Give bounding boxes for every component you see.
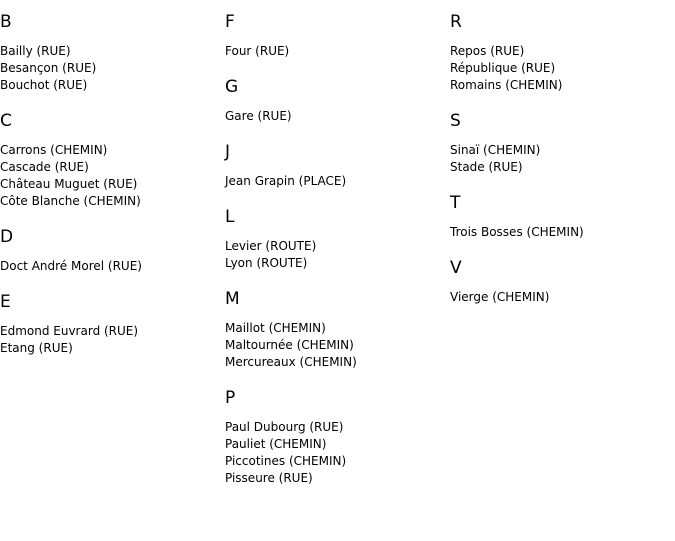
street-link[interactable]: Paul Dubourg (RUE)	[225, 420, 344, 434]
street-list	[450, 142, 670, 176]
letter-group-c	[0, 111, 220, 210]
letter-group-p	[225, 388, 445, 487]
letter-group-r	[450, 12, 670, 94]
street-link[interactable]: Carrons (CHEMIN)	[0, 143, 108, 157]
street-link[interactable]: Lyon (ROUTE)	[225, 256, 308, 270]
letter-group-m	[225, 289, 445, 371]
street-link[interactable]: Piccotines (CHEMIN)	[225, 454, 347, 468]
letter-group-j	[225, 142, 445, 190]
letter-group-f	[225, 12, 445, 60]
street-list	[0, 142, 220, 210]
street-link[interactable]: Pisseure (RUE)	[225, 471, 313, 485]
letter-heading: J	[225, 142, 231, 162]
letter-heading: R	[450, 12, 462, 32]
street-link[interactable]: Bailly (RUE)	[0, 44, 71, 58]
street-list	[225, 238, 445, 272]
street-link[interactable]: Romains (CHEMIN)	[450, 78, 563, 92]
letter-heading: B	[0, 12, 12, 32]
street-link[interactable]: Mercureaux (CHEMIN)	[225, 355, 357, 369]
street-list	[225, 419, 445, 487]
street-link[interactable]: Etang (RUE)	[0, 341, 73, 355]
letter-heading: G	[225, 77, 239, 97]
street-link[interactable]: Côte Blanche (CHEMIN)	[0, 194, 141, 208]
street-link[interactable]: République (RUE)	[450, 61, 556, 75]
street-list	[450, 224, 670, 241]
street-link[interactable]: Vierge (CHEMIN)	[450, 290, 550, 304]
letter-group-e	[0, 292, 220, 357]
letter-heading: S	[450, 111, 461, 131]
street-list	[0, 43, 220, 94]
letter-group-s	[450, 111, 670, 176]
letter-group-b	[0, 12, 220, 94]
street-list	[225, 173, 445, 190]
street-list	[225, 43, 445, 60]
letter-heading: P	[225, 388, 236, 408]
letter-heading: M	[225, 289, 240, 309]
street-link[interactable]: Edmond Euvrard (RUE)	[0, 324, 139, 338]
street-link[interactable]: Pauliet (CHEMIN)	[225, 437, 327, 451]
street-list	[0, 323, 220, 357]
street-list	[225, 108, 445, 125]
street-link[interactable]: Stade (RUE)	[450, 160, 523, 174]
index-column-2	[225, 12, 445, 504]
street-link[interactable]: Gare (RUE)	[225, 109, 292, 123]
street-list	[0, 258, 220, 275]
letter-heading: V	[450, 258, 462, 278]
street-link[interactable]: Sinaï (CHEMIN)	[450, 143, 541, 157]
street-link[interactable]: Maillot (CHEMIN)	[225, 321, 326, 335]
letter-group-d	[0, 227, 220, 275]
letter-group-g	[225, 77, 445, 125]
street-link[interactable]: Maltournée (CHEMIN)	[225, 338, 354, 352]
street-link[interactable]: Cascade (RUE)	[0, 160, 89, 174]
letter-heading: C	[0, 111, 12, 131]
street-link[interactable]: Repos (RUE)	[450, 44, 525, 58]
index-column-3	[450, 12, 670, 323]
letter-group-l	[225, 207, 445, 272]
street-link[interactable]: Doct André Morel (RUE)	[0, 259, 142, 273]
letter-heading: T	[450, 193, 461, 213]
letter-heading: F	[225, 12, 235, 32]
street-link[interactable]: Trois Bosses (CHEMIN)	[450, 225, 584, 239]
letter-heading: D	[0, 227, 14, 247]
street-link[interactable]: Besançon (RUE)	[0, 61, 97, 75]
letter-group-v	[450, 258, 670, 306]
letter-heading: E	[0, 292, 11, 312]
street-link[interactable]: Château Muguet (RUE)	[0, 177, 138, 191]
letter-heading: L	[225, 207, 235, 227]
street-list	[450, 43, 670, 94]
street-link[interactable]: Four (RUE)	[225, 44, 290, 58]
street-list	[225, 320, 445, 371]
index-column-1	[0, 12, 220, 374]
street-list	[450, 289, 670, 306]
street-link[interactable]: Bouchot (RUE)	[0, 78, 88, 92]
street-link[interactable]: Levier (ROUTE)	[225, 239, 317, 253]
street-link[interactable]: Jean Grapin (PLACE)	[225, 174, 347, 188]
letter-group-t	[450, 193, 670, 241]
